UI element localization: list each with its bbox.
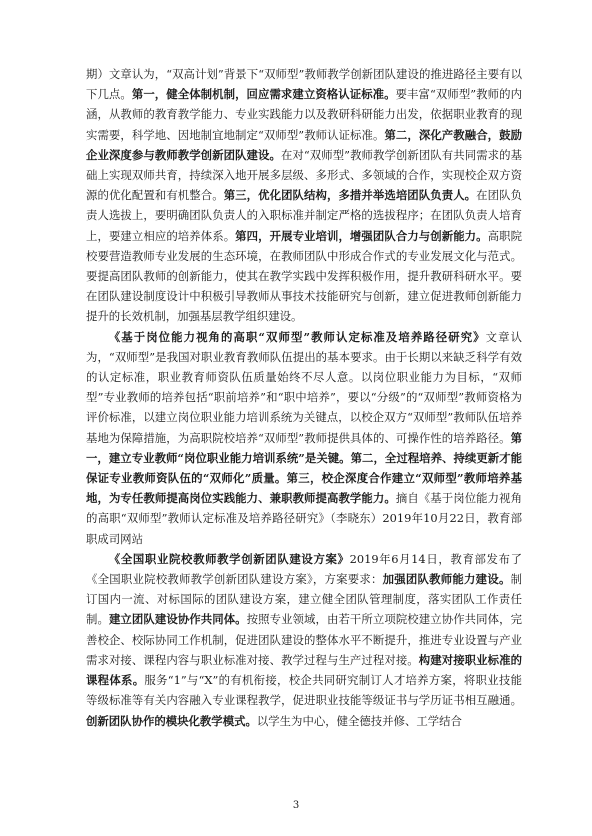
bold-heading-run: 建立团队建设协作共同体。 xyxy=(108,612,247,627)
paragraph-post-competency xyxy=(86,327,522,549)
text-run: 以学生为中心，健全德技并修、工学结合 xyxy=(256,713,462,728)
bold-heading-run: 第二，深化产教融合，鼓励企业深度参与教师教学创新团队建设。 xyxy=(86,127,522,162)
page-number: 3 xyxy=(292,800,300,811)
article-title-run: 《全国职业院校教师教学创新团队建设方案》 xyxy=(108,551,350,566)
bold-heading-run: 第一，建立专业教师“岗位职业能力培训系统”是关键。第二，全过程培养、持续更新才能保证专业教师资队伍的“双师化”质量。第三，校企深度合作建立“双师型”教师培养基地，为专任教师提高岗位实践能力、兼职教师提高教学能力。 xyxy=(86,430,522,506)
text-run: 要丰富“双师型”教师的内涵，从教师的教育教学能力、专业实践能力以及教研科研能力出发，依据职业教育的现实需要，科学地、因地制宜地制定“双师型”教师认证标准。 xyxy=(86,87,522,142)
paragraph-dual-high-plan xyxy=(86,64,522,327)
text-run: 文章认为，“双师型”是我国对职业教育教师队伍提出的基本要求。由于长期以来缺乏科学有效的认定标准，职业教育师资队伍质量始终不尽人意。以岗位职业能力为目标，“双师型”专业教师的培养包括“职前培养”和“职中培养”，要以“分级”的“双师型”教师资格为评价标准，以建立岗位职业能力培训系统为关键点，以校企双方“双师型”教师队伍培养基地为保障措施，为高职院校培养“双师型”教师提供具体的、可操作性的培养路径。 xyxy=(86,329,522,445)
bold-heading-run: 第四，开展专业培训，增强团队合力与创新能力。 xyxy=(235,228,488,243)
text-run: 期）文章认为，“双高计划”背景下“双师型”教师教学创新团队建设的推进路径主要有以下几点。 xyxy=(86,67,522,102)
bold-heading-run: 构建对接职业标准的课程体系。 xyxy=(86,652,522,688)
bold-heading-run: 第三，优化团队结构，多措并举选培团队负责人。 xyxy=(223,188,477,203)
text-run: 服务“1”与“X”的有机衔接，校企共同研究制订人才培养方案，将职业技能等级标准等有关内容融入专业课程教学，促进职业技能等级证书与学历证书相互融通。 xyxy=(86,673,522,708)
paragraph-innovation-team-plan xyxy=(86,549,522,731)
citation-run: 摘自《基于岗位能力视角的高职“双师型”教师认定标准及培养路径研究》（李晓东）2019年10月22日，教育部职成司网站 xyxy=(86,491,522,546)
bold-heading-run: 第一，健全体制机制，回应需求建立资格认证标准。 xyxy=(131,87,396,102)
text-run: 在对“双师型”教师教学创新团队有共同需求的基础上实现双师共育，持续深入地开展多层级、多形式、多领域的合作，实现校企双方资源的优化配置和有机整合。 xyxy=(86,147,522,203)
text-run: 制订国内一流、对标国际的团队建设方案，建立健全团队管理制度，落实团队工作责任制。 xyxy=(86,572,522,627)
text-run: 在团队负责人选拔上，要明确团队负责人的入职标准并制定严格的选拔程序；在团队负责人培育上，要建立相应的培养体系。 xyxy=(86,188,522,243)
article-title-run: 《基于岗位能力视角的高职“双师型”教师认定标准及培养路径研究》 xyxy=(108,329,486,344)
text-run: 2019年6月14日，教育部发布了《全国职业院校教师教学创新团队建设方案》，方案要求： xyxy=(86,551,522,587)
text-run: 按照专业领域，由若干所立项院校建立协作共同体，完善校企、校际协同工作机制，促进团队建设的整体水平不断提升，推进专业设置与产业需求对接、课程内容与职业标准对接、教学过程与生产过程对接。 xyxy=(86,612,522,667)
text-run: 高职院校要营造教师专业发展的生态环境，在教师团队中形成合作式的专业发展文化与范式。要提高团队教师的创新能力，使其在教学实践中发挥积极作用，提升教研科研水平。要在团队建设制度设计中积极引导教师从事技术技能研究与创新，建立促进教师创新能力提升的长效机制，加强基层教学组织建设。 xyxy=(86,228,522,324)
document-body xyxy=(86,64,522,731)
bold-heading-run: 加强团队教师能力建设。 xyxy=(382,572,511,587)
bold-heading-run: 创新团队协作的模块化教学模式。 xyxy=(86,713,257,728)
